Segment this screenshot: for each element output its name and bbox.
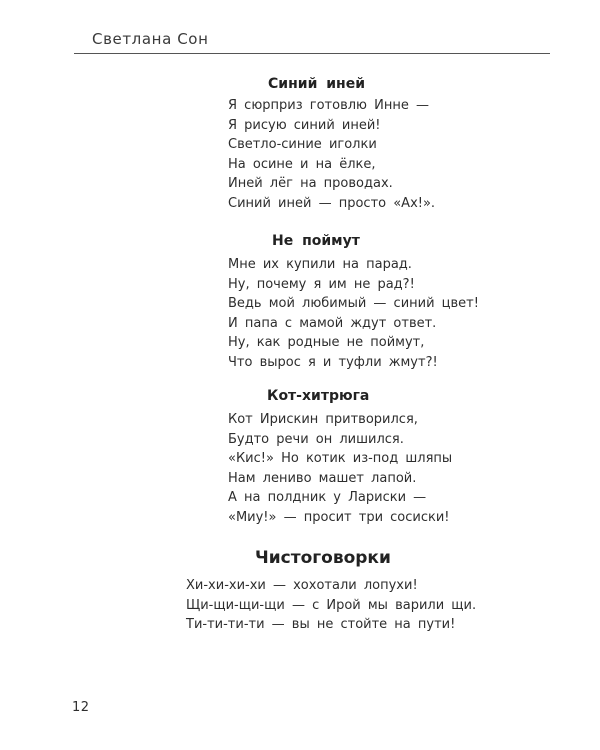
poem-line: Мне их купили на парад. [228,257,412,272]
poem-line: Я сюрприз готовлю Инне — [228,98,429,113]
poem-line: А на полдник у Лариски — [228,490,427,505]
poem-title-chistogovorki: Чистоговорки [255,548,391,568]
poem-line: Хи-хи-хи-хи — хохотали лопухи! [186,578,418,593]
poem-line: Ну, почему я им не рад?! [228,276,415,292]
poem-line: Синий иней — просто «Ах!». [228,195,436,211]
poem-stanza-kot-khitryuga [228,410,452,527]
poem-line: Кот Ирискин притворился, [228,412,418,427]
poem-stanza-chistogovorki [186,576,476,635]
poem-line: «Миу!» — просит три сосиски! [228,509,450,525]
poem-line: «Кис!» Но котик из-под шляпы [228,451,453,466]
poem-stanza-siniy-iney [228,96,435,213]
page-number: 12 [72,700,90,715]
poem-title-ne-poymut: Не поймут [272,233,360,249]
poem-line: И папа с мамой ждут ответ. [228,315,437,331]
poem-line: Щи-щи-щи-щи — с Ирой мы варили щи. [186,597,477,613]
poem-line: Ведь мой любимый — синий цвет! [228,296,479,311]
poem-line: На осине и на ёлке, [228,156,376,172]
poem-line: Я рисую синий иней! [228,117,381,133]
poem-line: Иней лёг на проводах. [228,176,393,191]
poem-line: Нам лениво машет лапой. [228,470,417,486]
poem-line: Светло-синие иголки [228,137,377,152]
poem-title-kot-khitryuga: Кот-хитрюга [267,388,370,404]
poem-line: Что вырос я и туфли жмут?! [228,354,438,370]
poem-line: Ти-ти-ти-ти — вы не стойте на пути! [186,617,456,632]
poem-line: Ну, как родные не поймут, [228,335,425,350]
poem-line: Будто речи он лишился. [228,431,404,447]
running-header-author: Светлана Сон [92,30,209,48]
poem-title-siniy-iney: Синий иней [268,76,366,92]
header-rule [74,53,550,54]
poem-stanza-ne-poymut [228,255,479,372]
